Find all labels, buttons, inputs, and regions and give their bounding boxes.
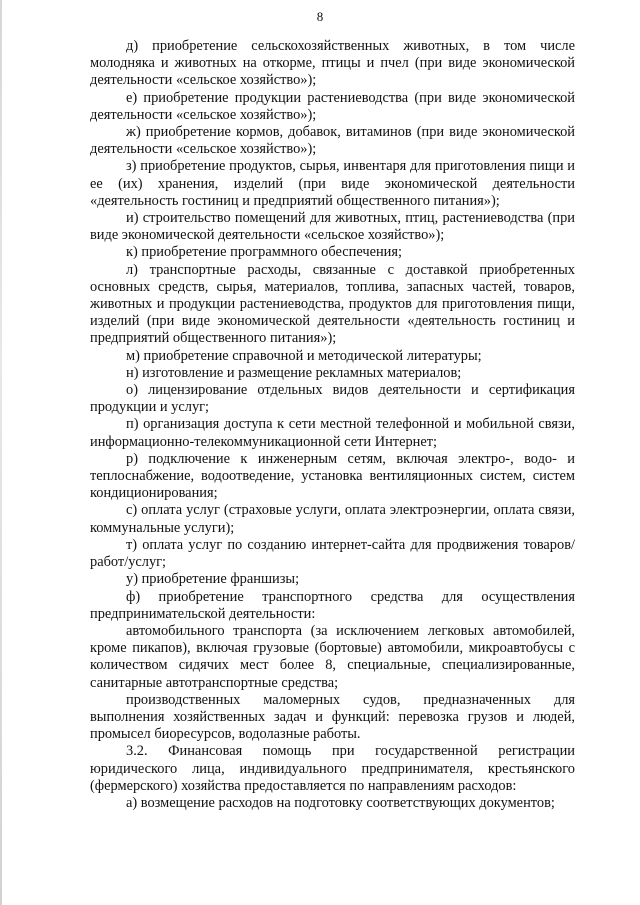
paragraph-r: р) подключение к инженерным сетям, включая электро-, водо- и теплоснабжение, водоотведение, установка вентиляционных систем, систем кондиционирования;	[90, 450, 575, 502]
paragraph-z: з) приобретение продуктов, сырья, инвентаря для приготовления пищи и ее (их) хранения, изделий (при виде экономической деятельности «деятельность гостиниц и предприятий общественного питания»);	[90, 158, 575, 209]
paragraph-p: п) организация доступа к сети местной телефонной и мобильной связи, информационно-телекоммуникационной сети Интернет;	[90, 416, 575, 450]
paragraph-a: а) возмещение расходов на подготовку соответствующих документов;	[126, 794, 555, 811]
paragraph-t: т) оплата услуг по созданию интернет-сайта для продвижения товаров/работ/услуг;	[90, 536, 575, 571]
paragraph-k: к) приобретение программного обеспечения;	[126, 244, 403, 261]
paragraph-f: ф) приобретение транспортного средства для осуществления предпринимательской деятельности:	[90, 588, 575, 622]
scan-edge	[0, 0, 2, 905]
paragraph-zh: ж) приобретение кормов, добавок, витаминов (при виде экономической деятельности «сельское хозяйство»);	[90, 124, 575, 158]
paragraph-e: е) приобретение продукции растениеводства (при виде экономической деятельности «сельское хозяйство»);	[90, 89, 575, 123]
section-3-2: 3.2. Финансовая помощь при государственной регистрации юридического лица, индивидуального предпринимателя, крестьянского (фермерского) хозяйства предоставляется по направлениям расходов:	[90, 743, 575, 794]
paragraph-l: л) транспортные расходы, связанные с доставкой приобретенных основных средств, сырья, материалов, топлива, запасных частей, товаров, животных и продукции растениеводства, продуктов для приготовления пищи, изделий (при виде экономической деятельности «деятельность гостиниц и предприятий общественного питания»);	[90, 261, 575, 347]
paragraph-m: м) приобретение справочной и методической литературы;	[126, 347, 482, 364]
paragraph-vessels: производственных маломерных судов, предназначенных для выполнения хозяйственных задач и функций: перевозка грузов и людей, промысел биоресурсов, водолазные работы.	[90, 691, 575, 743]
paragraph-u: у) приобретение франшизы;	[126, 571, 300, 588]
paragraph-s: с) оплата услуг (страховые услуги, оплата электроэнергии, оплата связи, коммунальные услуги);	[90, 502, 575, 536]
paragraph-i: и) строительство помещений для животных, птиц, растениеводства (при виде экономической деятельности «сельское хозяйство»);	[90, 210, 575, 244]
paragraph-n: н) изготовление и размещение рекламных материалов;	[126, 364, 462, 381]
paragraph-d: д) приобретение сельскохозяйственных животных, в том числе молодняка и животных на откорме, птицы и пчел (при виде экономической деятельности «сельское хозяйство»);	[90, 38, 575, 89]
document-body	[90, 38, 575, 812]
paragraph-auto-transport: автомобильного транспорта (за исключением легковых автомобилей, кроме пикапов), включая грузовые (бортовые) автомобили, микроавтобусы с количеством сидячих мест более 8, специальные, специализированные, санитарные автотранспортные средства;	[90, 622, 575, 691]
page-number: 8	[316, 9, 324, 24]
paragraph-o: о) лицензирование отдельных видов деятельности и сертификация продукции и услуг;	[90, 382, 575, 416]
